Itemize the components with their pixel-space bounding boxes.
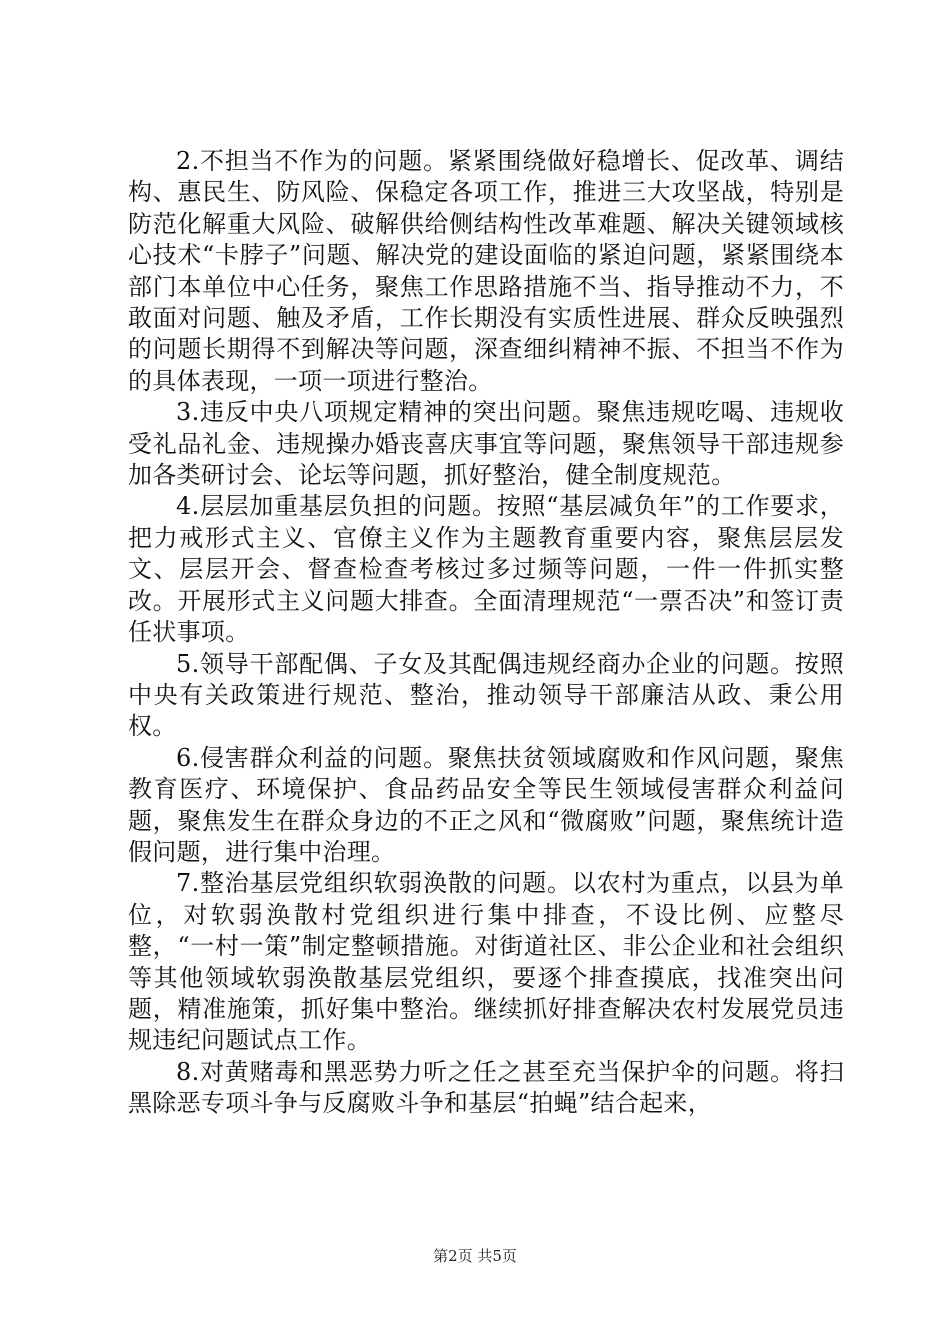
page-number-footer: 第2页 共5页 — [433, 1247, 517, 1265]
paragraph-item-2: 2.不担当不作为的问题。紧紧围绕做好稳增长、促改革、调结构、惠民生、防风险、保稳定各项工作，推进三大攻坚战，特别是防范化解重大风险、破解供给侧结构性改革难题、解决关键领域核心技术“卡脖子”问题、解决党的建设面临的紧迫问题，紧紧围绕本部门本单位中心任务，聚焦工作思路措施不当、指导推动不力，不敢面对问题、触及矛盾，工作长期没有实质性进展、群众反映强烈的问题长期得不到解决等问题，深查细纠精神不振、不担当不作为的具体表现，一项一项进行整治。 — [128, 147, 844, 395]
paragraph-item-5: 5.领导干部配偶、子女及其配偶违规经商办企业的问题。按照中央有关政策进行规范、整治，推动领导干部廉洁从政、秉公用权。 — [128, 649, 844, 741]
paragraph-item-6: 6.侵害群众利益的问题。聚焦扶贫领域腐败和作风问题，聚焦教育医疗、环境保护、食品药品安全等民生领域侵害群众利益问题，聚焦发生在群众身边的不正之风和“微腐败”问题，聚焦统计造假问题，进行集中治理。 — [128, 743, 844, 866]
document-body — [128, 146, 844, 1120]
paragraph-item-8: 8.对黄赌毒和黑恶势力听之任之甚至充当保护伞的问题。将扫黑除恶专项斗争与反腐败斗争和基层“拍蝇”结合起来， — [128, 1057, 844, 1118]
paragraph-item-3: 3.违反中央八项规定精神的突出问题。聚焦违规吃喝、违规收受礼品礼金、违规操办婚丧喜庆事宜等问题，聚焦领导干部违规参加各类研讨会、论坛等问题，抓好整治，健全制度规范。 — [128, 398, 844, 490]
paragraph-item-7: 7.整治基层党组织软弱涣散的问题。以农村为重点，以县为单位，对软弱涣散村党组织进行集中排查，不设比例、应整尽整，“一村一策”制定整顿措施。对街道社区、非公企业和社会组织等其他领域软弱涣散基层党组织，要逐个排查摸底，找准突出问题，精准施策，抓好集中整治。继续抓好排查解决农村发展党员违规违纪问题试点工作。 — [128, 869, 844, 1055]
paragraph-item-4: 4.层层加重基层负担的问题。按照“基层减负年”的工作要求，把力戒形式主义、官僚主义作为主题教育重要内容，聚焦层层发文、层层开会、督查检查考核过多过频等问题，一件一件抓实整改。开展形式主义问题大排查。全面清理规范“一票否决”和签订责任状事项。 — [128, 492, 844, 647]
